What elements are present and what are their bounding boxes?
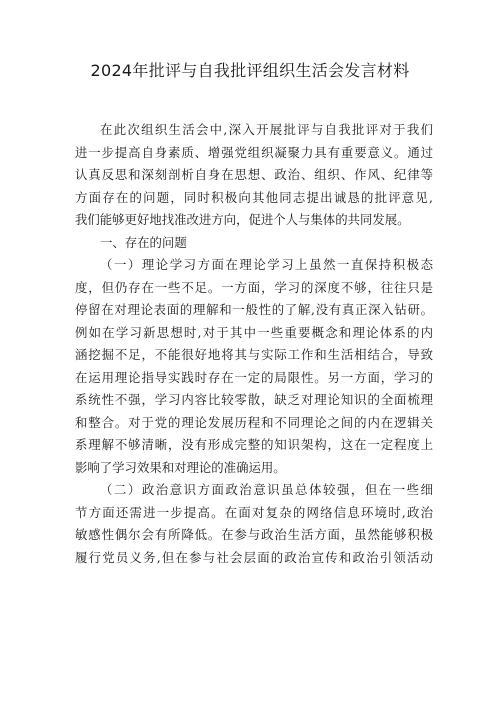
text-line: （二）政治意识方面政治意识虽总体较强，但在一些细 bbox=[100, 482, 433, 497]
text-line: 度，但仍存在一些不足。一方面，学习的深度不够，往往只是 bbox=[75, 279, 433, 295]
text-line: （一）理论学习方面在理论学习上虽然一直保持积极态 bbox=[100, 257, 433, 272]
text-line: 方面存在的问题，同时积极向其他同志提出诚恳的批评意见, bbox=[75, 189, 433, 205]
text-line: 在运用理论指导实践时存在一定的局限性。另一方面，学习的 bbox=[75, 369, 433, 385]
text-line: 履行党员义务,但在参与社会层面的政治宣传和政治引领活动 bbox=[75, 549, 433, 565]
document-body bbox=[75, 119, 433, 569]
text-line: 一、存在的问题 bbox=[100, 234, 187, 250]
text-line: 涵挖掘不足，不能很好地将其与实际工作和生活相结合，导致 bbox=[75, 347, 433, 362]
text-line: 影响了学习效果和对理论的准确运用。 bbox=[75, 459, 286, 475]
text-line: 系理解不够清晰，没有形成完整的知识架构，这在一定程度上 bbox=[75, 437, 433, 452]
text-line: 进一步提高自身素质、增强党组织凝聚力具有重要意义。通过 bbox=[75, 144, 433, 160]
text-line: 在此次组织生活会中,深入开展批评与自我批评对于我们 bbox=[100, 122, 433, 137]
text-line: 敏感性偶尔会有所降低。在参与政治生活方面，虽然能够积极 bbox=[75, 527, 433, 542]
text-line: 系统性不强，学习内容比较零散，缺乏对理论知识的全面梳理 bbox=[75, 392, 433, 407]
document-title: 2024年批评与自我批评组织生活会发言材料 bbox=[90, 61, 410, 80]
text-line: 节方面还需进一步提高。在面对复杂的网络信息环境时,政治 bbox=[75, 504, 433, 520]
text-line: 例如在学习新思想时,对于其中一些重要概念和理论体系的内 bbox=[75, 324, 433, 340]
text-line: 和整合。对于党的理论发展历程和不同理论之间的内在逻辑关 bbox=[75, 414, 433, 430]
text-line: 我们能够更好地找准改进方向，促进个人与集体的共同发展。 bbox=[75, 212, 410, 227]
text-line: 停留在对理论表面的理解和一般性的了解,没有真正深入钻研。 bbox=[75, 302, 433, 317]
text-line: 认真反思和深刻剖析自身在思想、政治、组织、作风、纪律等 bbox=[75, 167, 433, 182]
